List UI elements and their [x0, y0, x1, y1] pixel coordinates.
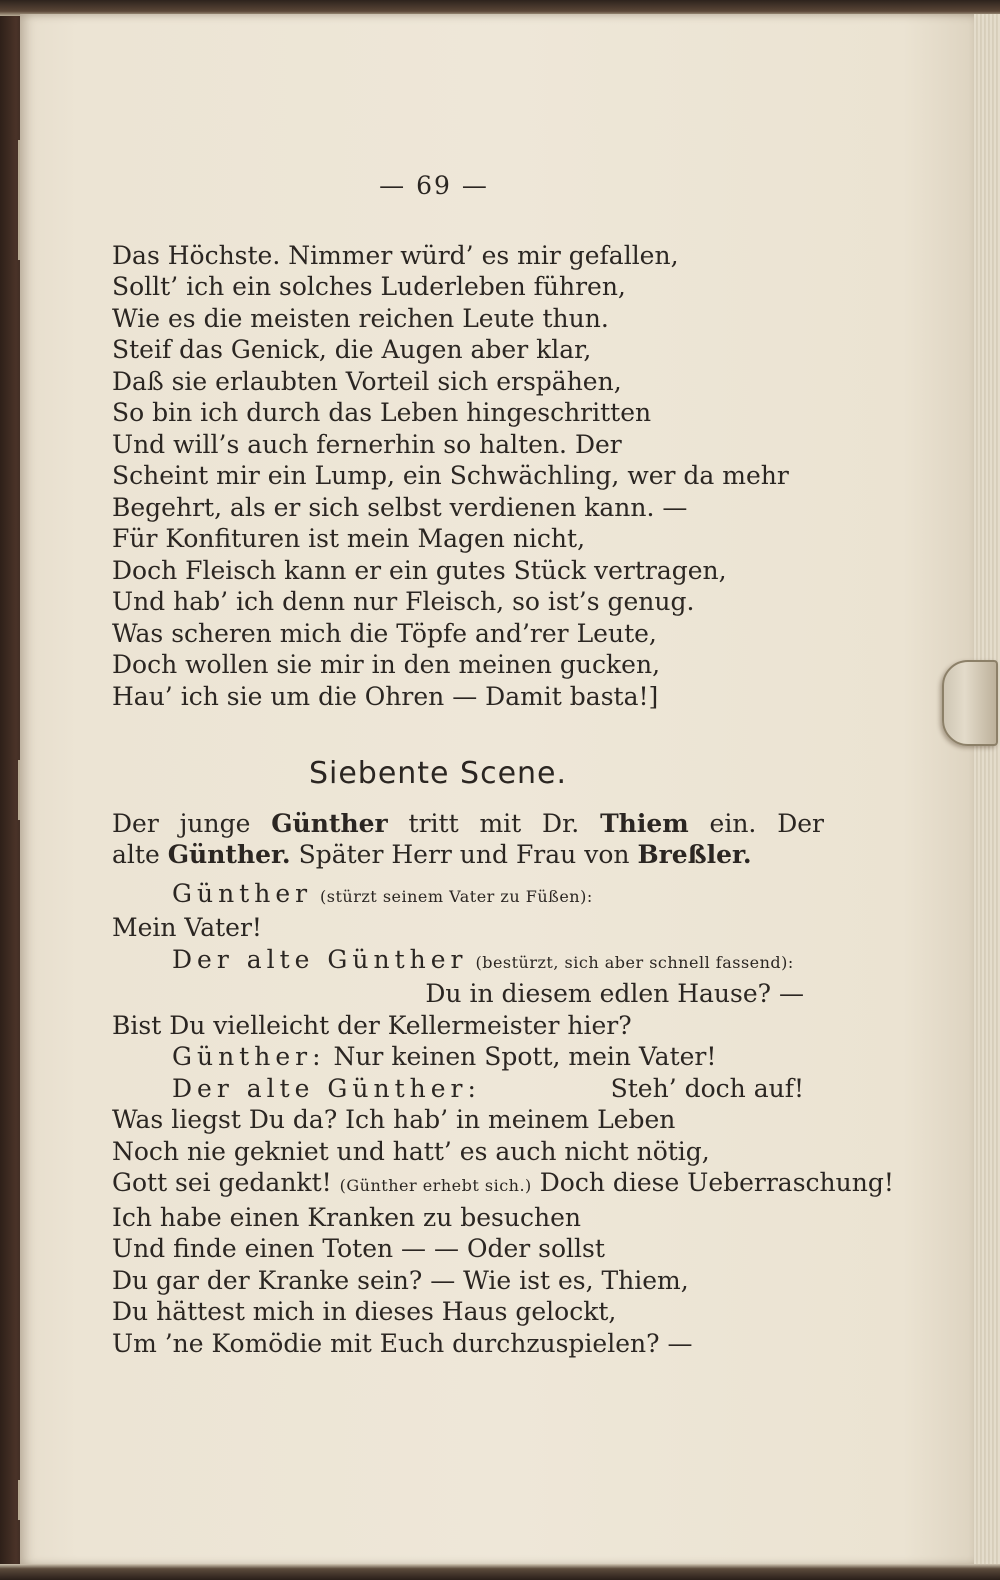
character-name: Thiem [600, 808, 689, 838]
dialogue-text: Doch diese Ueberraschung! [539, 1168, 894, 1197]
verse-line: Hau’ ich sie um die Ohren — Damit basta!] [112, 681, 659, 711]
speaker-line [112, 1073, 824, 1105]
verse-line: Und will’s auch fernerhin so halten. Der [112, 429, 622, 459]
dialogue-line: Noch nie gekniet und hatt’ es auch nicht nötig, [112, 1136, 710, 1166]
dialogue-line: Du gar der Kranke sein? — Wie ist es, Thiem, [112, 1265, 689, 1295]
speaker-name: Günther [172, 878, 313, 908]
dialogue [112, 878, 894, 1360]
direction-text: Später Herr und Frau von [298, 839, 630, 869]
verse-line: Sollt’ ich ein solches Luderleben führen, [112, 272, 626, 301]
verse-line: Was scheren mich die Töpfe and’rer Leute, [112, 618, 657, 648]
speaker-line [112, 944, 824, 979]
character-name: Günther. [167, 839, 291, 869]
book-tab [942, 660, 998, 746]
margin-mark [18, 140, 20, 260]
margin-mark [18, 760, 20, 820]
dialogue-line: Du in diesem edlen Hause? — [425, 979, 804, 1008]
direction-text: ein. Der [709, 808, 824, 838]
speaker-name: Der alte Günther [172, 944, 468, 974]
book-bottom-edge [0, 1564, 1000, 1580]
dialogue-line: Bist Du vielleicht der Kellermeister hier? [112, 1010, 632, 1040]
verse-block [112, 240, 824, 713]
dialogue-line: Ich habe einen Kranken zu besuchen [112, 1202, 581, 1232]
verse-line: Das Höchste. Nimmer würd’ es mir gefallen, [112, 240, 679, 270]
speaker-line [112, 1041, 824, 1073]
page-stack-edges [974, 14, 1000, 1566]
character-name: Günther [271, 808, 388, 838]
dialogue-text: Steh’ doch auf! [610, 1073, 804, 1103]
character-name: Breßler. [637, 839, 752, 869]
verse-line: Wie es die meisten reichen Leute thun. [112, 303, 609, 333]
stage-direction-line [112, 808, 824, 839]
speaker-name: Günther: [172, 1042, 326, 1071]
dialogue-line: Du hättest mich in dieses Haus gelockt, [112, 1297, 617, 1326]
verse-line: Steif das Genick, die Augen aber klar, [112, 335, 592, 364]
dialogue-line [112, 1167, 894, 1202]
page-text [112, 170, 894, 1359]
verse-line: Begehrt, als er sich selbst verdienen kann. — [112, 492, 688, 522]
direction-text: alte [112, 839, 160, 869]
dialogue-text: Gott sei gedankt! [112, 1168, 332, 1197]
stage-direction [112, 808, 824, 870]
page-number: — 69 — [379, 171, 489, 200]
verse-line: Und hab’ ich denn nur Fleisch, so ist’s genug. [112, 587, 695, 616]
dialogue-line: Was liegst Du da? Ich hab’ in meinem Leben [112, 1105, 676, 1134]
direction-text: Der junge [112, 808, 251, 838]
scene-heading: Siebente Scene. [308, 756, 568, 791]
stage-note: (bestürzt, sich aber schnell fassend): [475, 952, 794, 972]
direction-text: tritt mit Dr. [408, 808, 580, 838]
speaker-line [112, 878, 824, 913]
verse-line: Daß sie erlaubten Vorteil sich erspähen, [112, 366, 622, 396]
stage-note: (stürzt seinem Vater zu Füßen): [320, 886, 593, 906]
speaker-name: Der alte Günther: [172, 1073, 481, 1103]
verse-line: Doch Fleisch kann er ein gutes Stück vertragen, [112, 555, 727, 585]
margin-mark [18, 1480, 20, 1520]
verse-line: Doch wollen sie mir in den meinen gucken, [112, 650, 661, 679]
dialogue-line: Um ’ne Komödie mit Euch durchzuspielen? — [112, 1328, 693, 1358]
verse-line: Für Konfituren ist mein Magen nicht, [112, 524, 586, 553]
verse-line: So bin ich durch das Leben hingeschritten [112, 398, 652, 427]
stage-direction-line [112, 839, 824, 870]
stage-note: (Günther erhebt sich.) [339, 1176, 532, 1195]
dialogue-text: Nur keinen Spott, mein Vater! [333, 1042, 717, 1071]
dialogue-line: Und finde einen Toten — — Oder sollst [112, 1234, 605, 1263]
dialogue-line: Mein Vater! [112, 913, 262, 942]
verse-line: Scheint mir ein Lump, ein Schwächling, wer da mehr [112, 461, 789, 490]
